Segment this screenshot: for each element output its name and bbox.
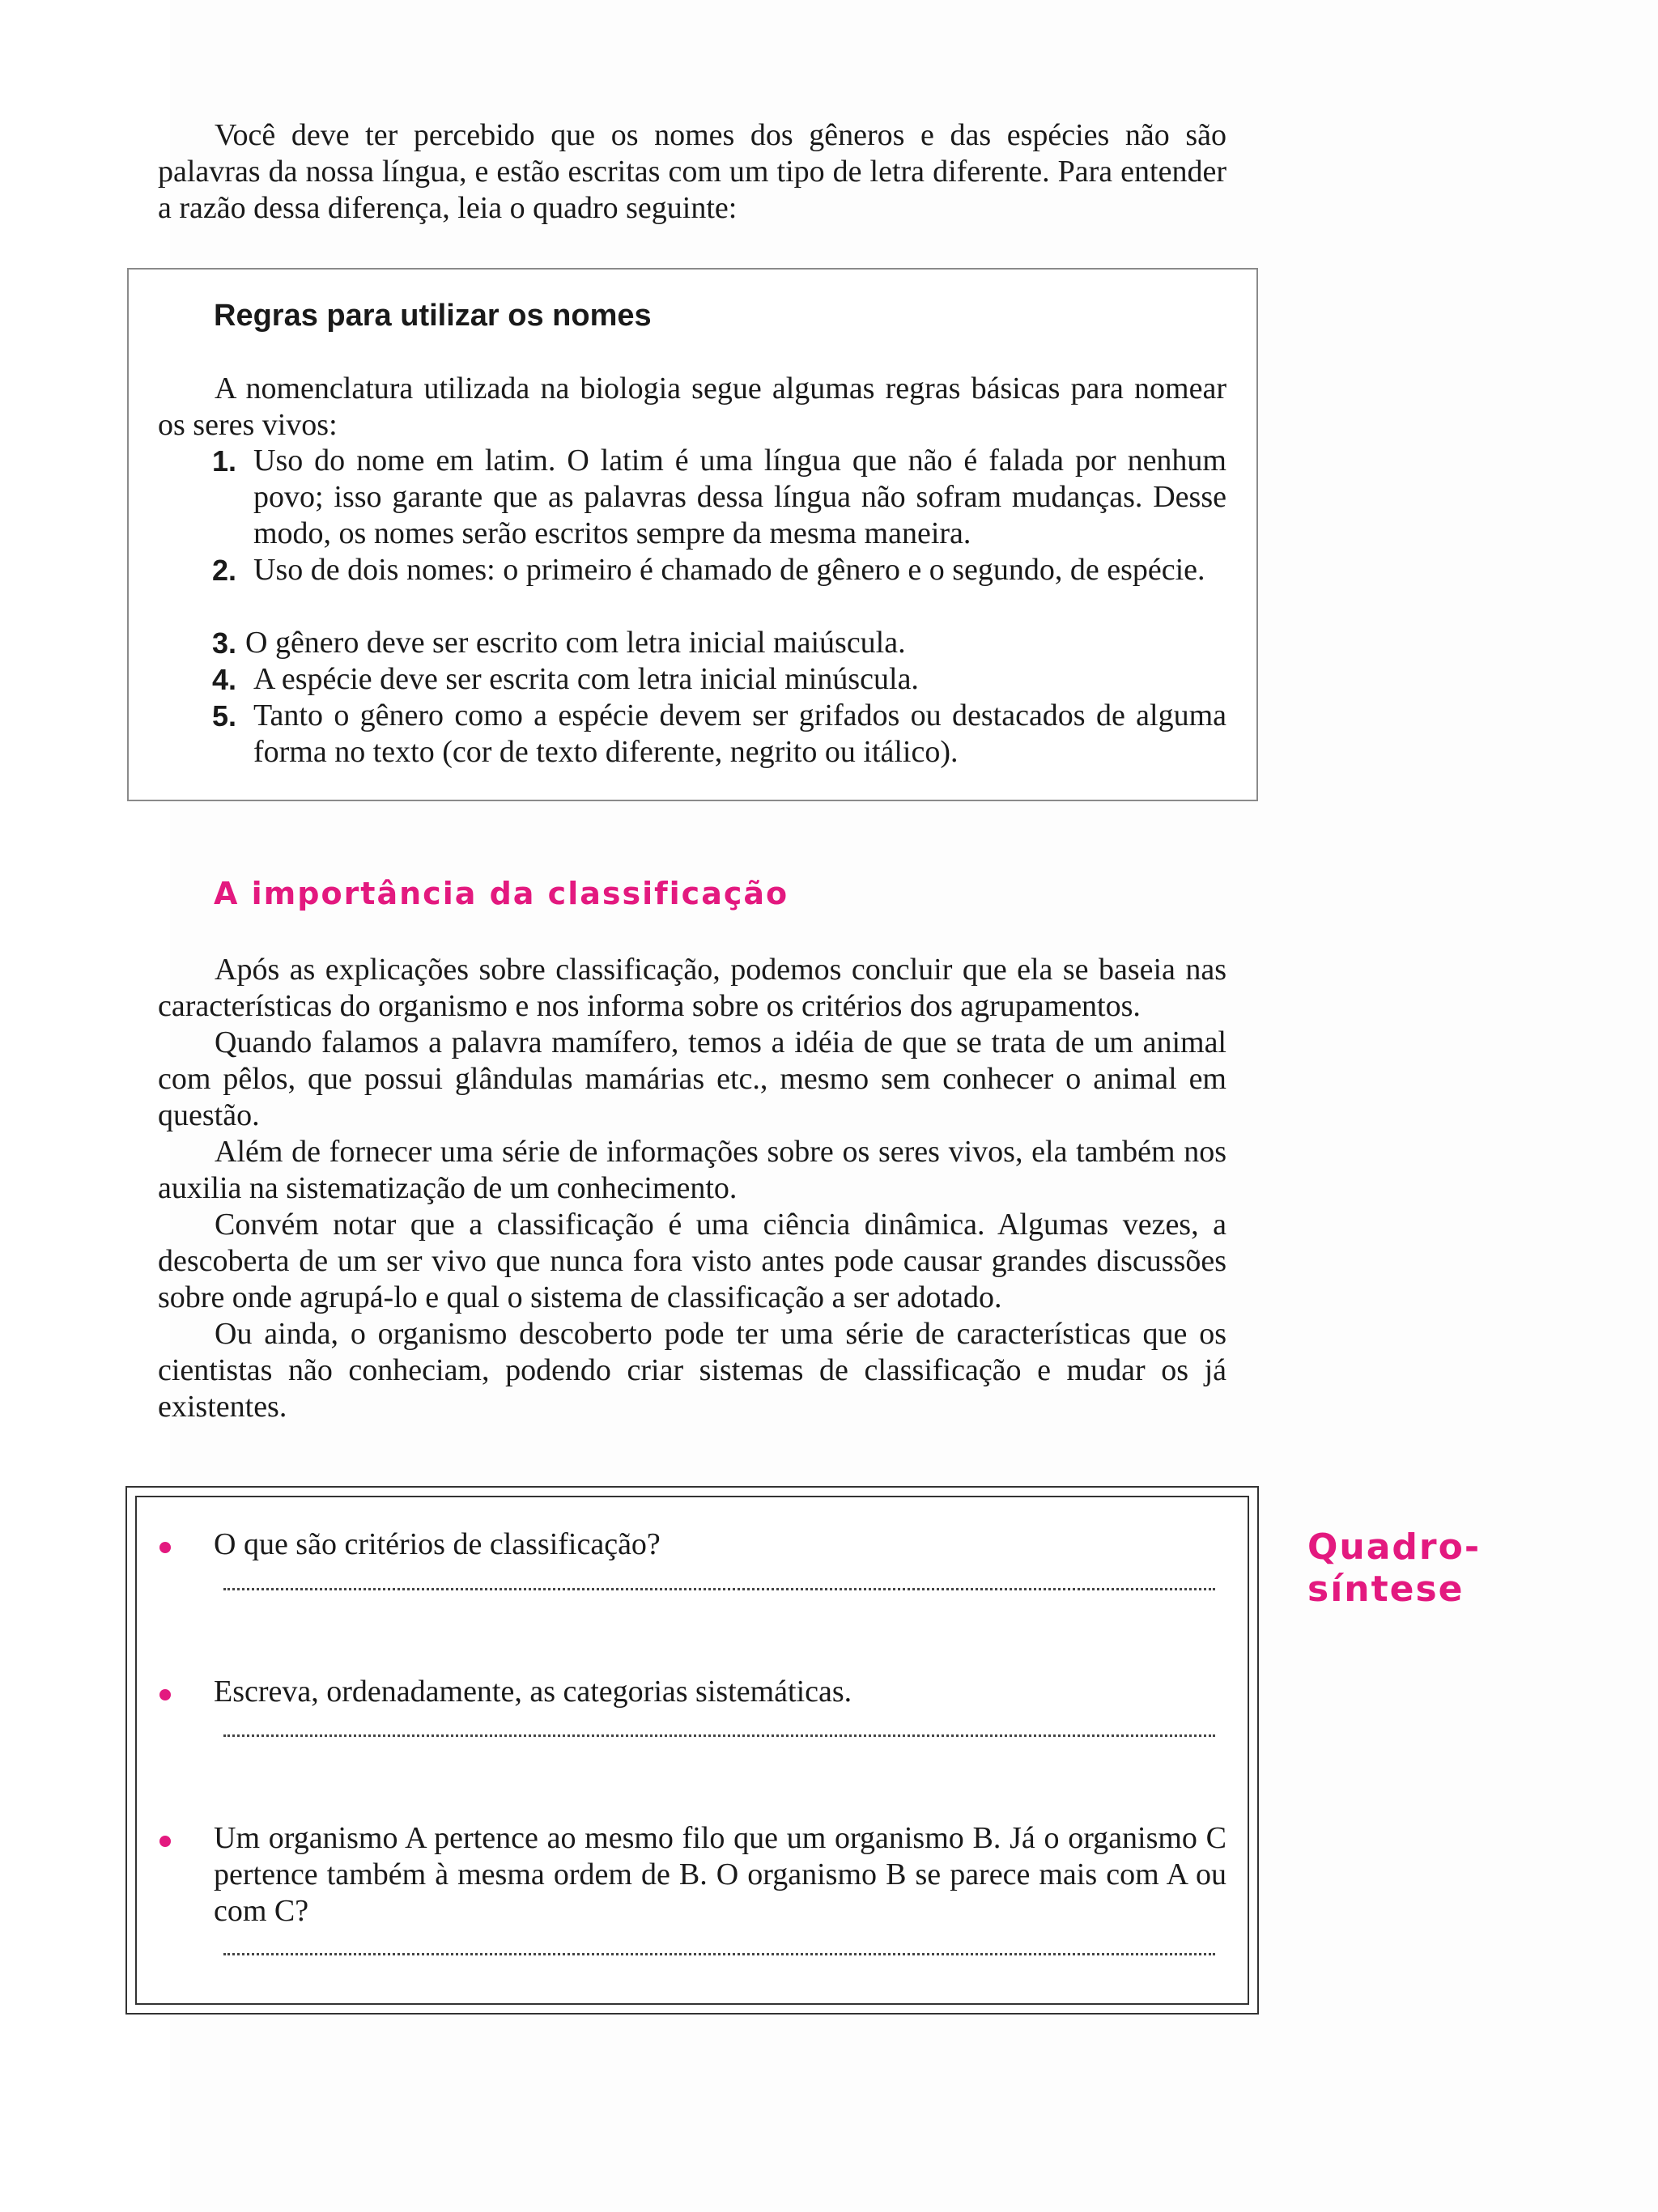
rules-box-title: Regras para utilizar os nomes (214, 299, 652, 333)
rule-number: 4. (212, 663, 237, 696)
bullet-icon (159, 1542, 171, 1553)
answer-line[interactable] (223, 1734, 1215, 1737)
section-paragraph: Ou ainda, o organismo descoberto pode ter uma série de características que os cientistas não conheciam, podendo criar sistemas de classificação e mudar os já existentes. (158, 1317, 1226, 1424)
section-paragraph: Convém notar que a classificação é uma ciência dinâmica. Algumas vezes, a descoberta de um ser vivo que nunca fora visto antes pode causar grandes discussões sobre onde agrupá-lo e qual o sistema de classificação a ser adotado. (158, 1208, 1226, 1314)
rule-text: O gênero deve ser escrito com letra inicial maiúscula. (245, 626, 906, 660)
answer-line[interactable] (223, 1953, 1215, 1955)
section-paragraph: Quando falamos a palavra mamífero, temos a idéia de que se trata de um animal com pêlos, que possui glândulas mamárias etc., mesmo sem conhecer o animal em questão. (158, 1025, 1226, 1132)
summary-question: O que são critérios de classificação? (214, 1527, 661, 1561)
rule-number: 3. (212, 626, 237, 660)
section-paragraph: Além de fornecer uma série de informações sobre os seres vivos, ela também nos auxilia na sistematização de um conhecimento. (158, 1135, 1226, 1205)
bullet-icon (159, 1689, 171, 1700)
bullet-icon (159, 1836, 171, 1847)
summary-side-title: Quadro- síntese (1307, 1526, 1482, 1610)
rule-text: A espécie deve ser escrita com letra inicial minúscula. (253, 662, 919, 696)
rule-number: 2. (212, 554, 237, 587)
summary-question: Um organismo A pertence ao mesmo filo que um organismo B. Já o organismo C pertence também à mesma ordem de B. O organismo B se parece mais com A ou com C? (214, 1821, 1226, 1928)
rule-number: 1. (212, 444, 237, 478)
section-title: A importância da classificação (214, 876, 789, 911)
summary-question: Escreva, ordenadamente, as categorias sistemáticas. (214, 1675, 852, 1709)
answer-line[interactable] (223, 1588, 1215, 1590)
rule-text: Uso do nome em latim. O latim é uma língua que não é falada por nenhum povo; isso garante que as palavras dessa língua não sofram mudanças. Desse modo, os nomes serão escritos sempre da mesma maneira. (253, 444, 1226, 550)
rule-text: Tanto o gênero como a espécie devem ser grifados ou destacados de alguma forma no texto (cor de texto diferente, negrito ou itálico). (253, 698, 1226, 769)
intro-paragraph: Você deve ter percebido que os nomes dos gêneros e das espécies não são palavras da nossa língua, e estão escritas com um tipo de letra diferente. Para entender a razão dessa diferença, leia o quadro seguinte: (158, 118, 1226, 225)
section-paragraph: Após as explicações sobre classificação, podemos concluir que ela se baseia nas características do organismo e nos informa sobre os critérios dos agrupamentos. (158, 953, 1226, 1023)
rule-text: Uso de dois nomes: o primeiro é chamado de gênero e o segundo, de espécie. (253, 553, 1205, 587)
rule-number: 5. (212, 699, 237, 732)
rules-box-intro: A nomenclatura utilizada na biologia segue algumas regras básicas para nomear os seres vivos: (158, 371, 1226, 442)
